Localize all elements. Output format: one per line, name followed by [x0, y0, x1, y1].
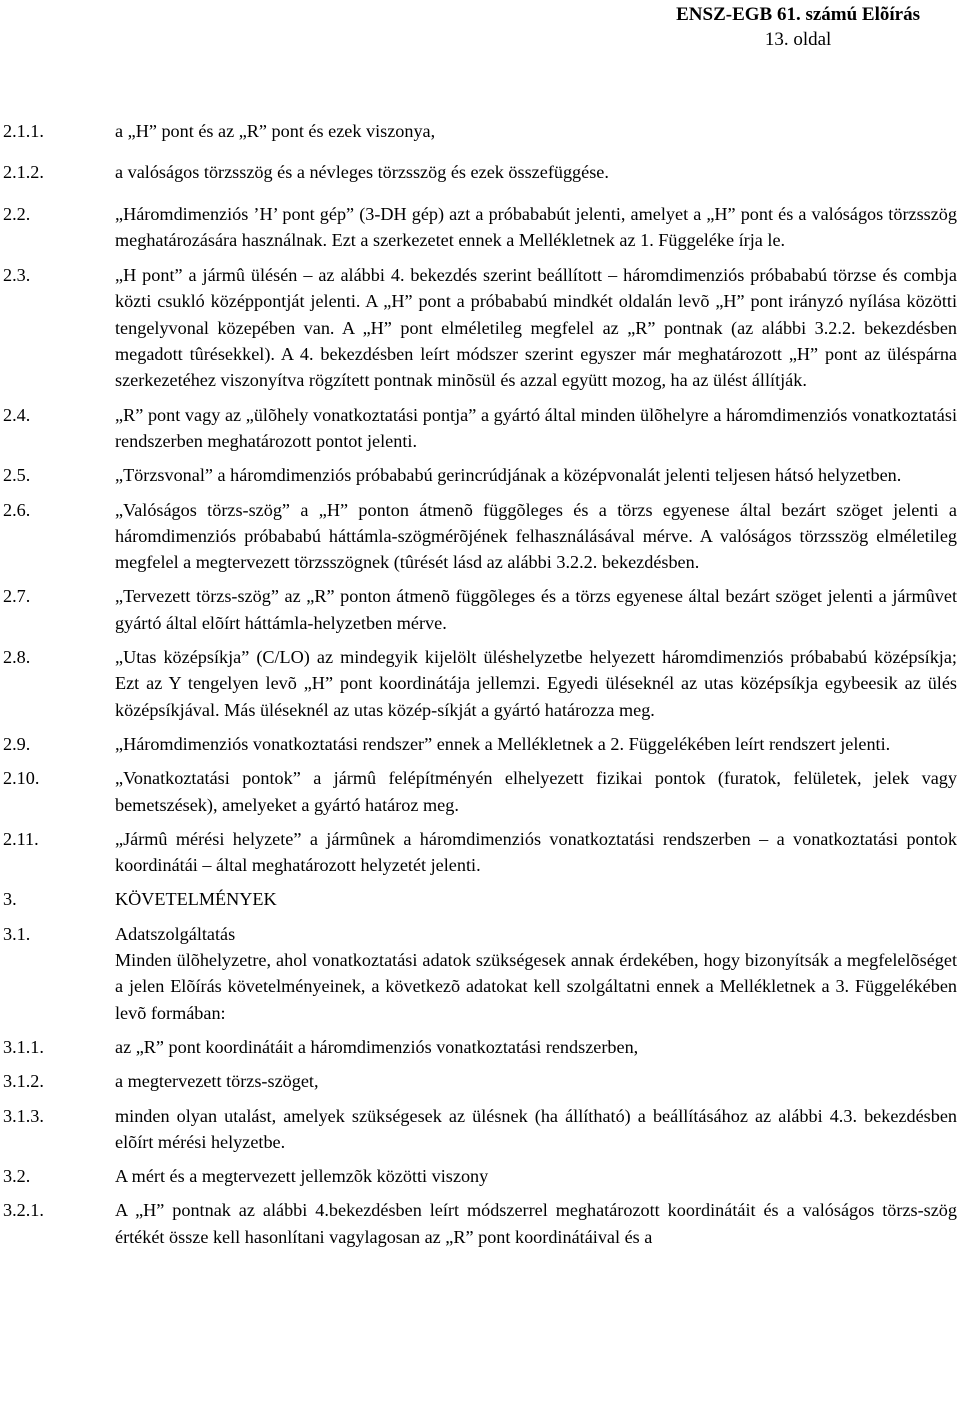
document-body [0, 118, 960, 1250]
paragraph-2-7 [0, 583, 960, 636]
document-title: ENSZ-EGB 61. számú Elõírás [676, 4, 920, 25]
section-title: KÖVETELMÉNYEK [115, 889, 277, 910]
paragraph-3-1-1 [0, 1034, 960, 1060]
page-header [676, 2, 920, 52]
paragraph-3-1-3 [0, 1103, 960, 1156]
paragraph-number: 2.11. [3, 828, 39, 849]
paragraph-text: a valóságos törzsszög és a névleges törzsszög és ezek összefüggése. [115, 162, 609, 183]
paragraph-number: 2.10. [3, 768, 40, 789]
paragraph-number: 2.2. [3, 203, 31, 224]
page-number: 13. oldal [764, 29, 832, 50]
paragraph-number: 3.1. [3, 923, 31, 944]
paragraph-number: 3.1.3. [3, 1105, 44, 1126]
paragraph-3-2 [0, 1163, 960, 1189]
paragraph-text: „Tervezett törzs-szög” az „R” ponton átmenõ függõleges és a törzs egyenese által bezárt szöget jelenti a jármûvet gyártó által elõírt háttámla-helyzetben mérve. [115, 586, 957, 633]
paragraph-text: a „H” pont és az „R” pont és ezek viszonya, [115, 121, 436, 141]
paragraph-number: 2.8. [3, 647, 31, 668]
paragraph-number: 2.6. [3, 499, 31, 520]
paragraph-text: „Háromdimenziós vonatkoztatási rendszer” ennek a Mellékletnek a 2. Függelékében leírt rendszert jelenti. [115, 733, 891, 754]
paragraph-text: A „H” pontnak az alábbi 4.bekezdésben leírt módszerrel meghatározott koordinátáit és a valóságos törzs-szög értékét össze kell hasonlítani vagylagosan az „R” pont koordinátáival és a [115, 1200, 957, 1247]
paragraph-text: „Valóságos törzs-szög” a „H” ponton átmenõ függõleges és a törzs egyenese által bezárt szöget jelenti a háromdimenziós próbababú háttámla-szögmérõjének felhasználásával mérve. A valóságos törzsszög elméletileg megfelel a megtervezett törzsszögnek (tûrését lásd az alábbi 3.2.2. bekezdésben. [115, 499, 957, 573]
paragraph-text: „H pont” a jármû ülésén – az alábbi 4. bekezdés szerint beállított – háromdimenziós próbababú törzse és combja közti csukló középpontját jelenti. A „H” pont a próbababú mindkét oldalán levõ „H” pont irányzó nyílása közötti tengelyvonal közepében van. A „H” pont elméletileg megfelel az „R” pontnak (az alábbi 3.2.2. bekezdésben megadott tûrésekkel). A 4. bekezdésben leírt módszer szerint egyszer már meghatározott „H” pont az üléspárna szerkezetéhez viszonyítva rögzített pontnak minõsül és azzal együtt mozog, ha az ülést állítják. [115, 265, 957, 391]
subsection-title: A mért és a megtervezett jellemzõk közötti viszony [115, 1166, 489, 1187]
paragraph-3-1-2 [0, 1068, 960, 1094]
paragraph-2-4 [0, 402, 960, 455]
paragraph-number: 3.2.1. [3, 1200, 44, 1221]
paragraph-2-9 [0, 731, 960, 757]
paragraph-number: 2.4. [3, 404, 31, 425]
subsection-title: Adatszolgáltatás [115, 923, 236, 944]
paragraph-number: 3.1.1. [3, 1036, 44, 1057]
paragraph-number: 2.1.2. [3, 162, 44, 183]
section-number: 3. [3, 889, 17, 910]
paragraph-2-5 [0, 462, 960, 488]
paragraph-2-3 [0, 262, 960, 393]
paragraph-text: „Vonatkoztatási pontok” a jármû felépítményén elhelyezett fizikai pontok (furatok, felületek, jelek vagy bemetszések), amelyeket a gyártó határoz meg. [115, 768, 957, 815]
paragraph-text: minden olyan utalást, amelyek szükségesek az ülésnek (ha állítható) a beállításához az alábbi 4.3. bekezdésben elõírt mérési helyzetbe. [115, 1105, 957, 1152]
paragraph-text: „R” pont vagy az „ülõhely vonatkoztatási pontja” a gyártó által minden ülõhelyre a háromdimenziós vonatkoztatási rendszerben meghatározott pontot jelenti. [115, 404, 957, 451]
paragraph-2-8 [0, 644, 960, 723]
paragraph-3-2-1 [0, 1197, 960, 1250]
paragraph-number: 3.2. [3, 1166, 31, 1187]
paragraph-text: „Háromdimenziós ’H’ pont gép” (3-DH gép) azt a próbababút jelenti, amelyet a „H” pont és a valóságos törzsszög meghatározására használnak. Ezt a szerkezetet ennek a Mellékletnek az 1. Függeléke írja le. [115, 203, 957, 250]
paragraph-2-6 [0, 497, 960, 576]
section-heading-3 [0, 886, 960, 912]
paragraph-text: az „R” pont koordinátáit a háromdimenziós vonatkoztatási rendszerben, [115, 1036, 639, 1057]
paragraph-number: 2.7. [3, 586, 31, 607]
paragraph-2-1-1 [0, 118, 960, 144]
paragraph-number: 2.1.1. [3, 121, 44, 141]
paragraph-number: 2.9. [3, 733, 31, 754]
paragraph-2-11 [0, 826, 960, 879]
paragraph-2-1-2 [0, 159, 960, 185]
paragraph-text: „Utas középsíkja” (C/LO) az mindegyik kijelölt üléshelyzetbe helyezett háromdimenziós próbababú középsíkja; Ezt az Y tengelyen levõ „H” pont koordinátája jellemzi. Egyedi üléseknél az utas középsíkja egybeesik az ülés középsíkjával. Más üléseknél az utas közép-síkját a gyártó határozza meg. [115, 647, 957, 720]
paragraph-text: „Törzsvonal” a háromdimenziós próbababú gerincrúdjának a középvonalát jelenti teljesen hátsó helyzetben. [115, 465, 902, 486]
paragraph-number: 2.3. [3, 265, 31, 286]
paragraph-2-2 [0, 201, 960, 254]
paragraph-text: „Jármû mérési helyzete” a jármûnek a háromdimenziós vonatkoztatási rendszerben – a vonatkoztatási pontok koordinátái – által meghatározott helyzetét jelenti. [115, 828, 957, 876]
paragraph-number: 2.5. [3, 465, 31, 486]
paragraph-2-10 [0, 765, 960, 818]
paragraph-number: 3.1.2. [3, 1071, 44, 1092]
paragraph-text: Minden ülõhelyzetre, ahol vonatkoztatási adatok szükségesek annak érdekében, hogy bizonyítsák a megfelelõséget a jelen Elõírás követelményeinek, a következõ adatokat kell szolgáltatni ennek a Mellékletnek a 3. Függelékében levõ formában: [115, 950, 957, 1023]
paragraph-3-1 [0, 921, 960, 1026]
paragraph-text: a megtervezett törzs-szöget, [115, 1071, 319, 1092]
